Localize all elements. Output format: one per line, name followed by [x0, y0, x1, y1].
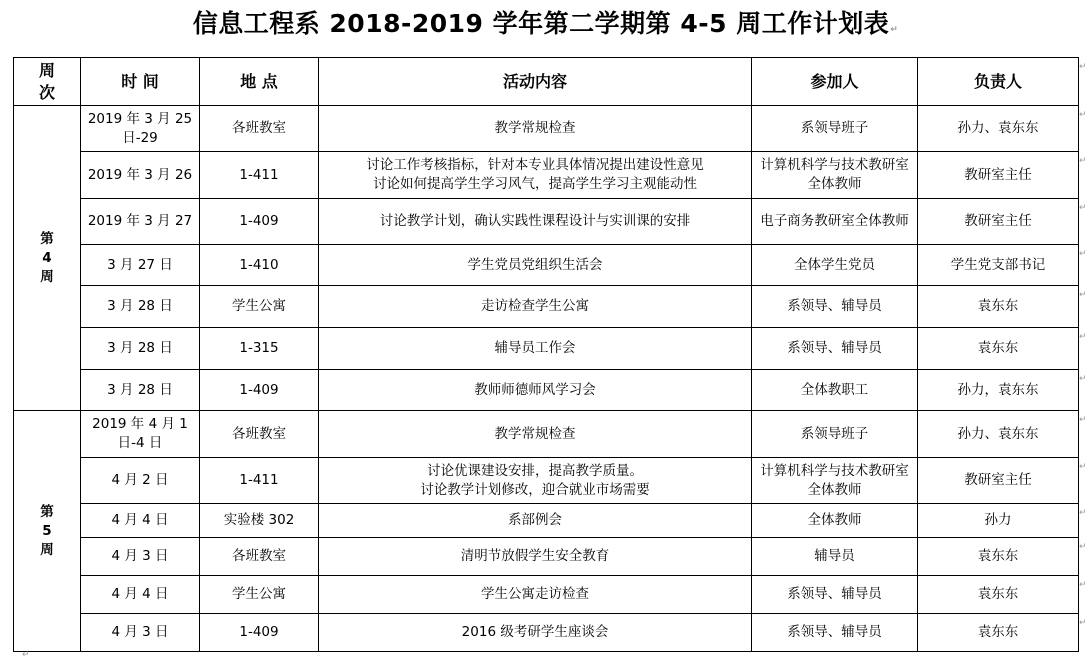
responsible-cell-text: 学生党支部书记 — [950, 256, 1046, 273]
participants-cell — [752, 152, 918, 199]
activity-line: 讨论优课建设安排，提高教学质量。 — [427, 462, 643, 479]
location-cell-text: 1-411 — [239, 166, 279, 183]
table-row — [14, 152, 1079, 199]
table-row — [14, 458, 1079, 504]
week-label-cell — [14, 106, 81, 411]
activity-cell — [319, 504, 752, 538]
table-row — [14, 286, 1079, 328]
participants-cell — [752, 614, 918, 652]
responsible-cell-text: 孙力、袁东东 — [957, 120, 1039, 136]
location-cell-text: 各班教室 — [232, 120, 286, 136]
responsible-cell-text: 孙力 — [984, 512, 1012, 528]
activity-line: 讨论教学计划修改，迎合就业市场需要 — [420, 481, 650, 498]
location-cell-text: 1-409 — [239, 381, 279, 398]
participants-cell-text: 全体学生党员 — [794, 256, 875, 273]
activity-cell — [319, 286, 752, 328]
title-text: 信息工程系 2018-2019 学年第二学期第 4-5 周工作计划表 — [192, 9, 890, 38]
location-cell — [200, 370, 319, 411]
time-cell — [81, 199, 200, 245]
week-label-char: 周 — [40, 541, 54, 558]
activity-line: 讨论教学计划，确认实践性课程设计与实训课的安排 — [379, 213, 691, 229]
activity-cell — [319, 458, 752, 504]
location-cell — [200, 152, 319, 199]
location-cell — [200, 106, 319, 152]
time-cell-text: 2019 年 3 月 27 — [87, 213, 193, 229]
participants-cell-text: 系领导班子 — [800, 120, 869, 136]
responsible-cell-text: 孙力、袁东东 — [957, 425, 1039, 442]
table-row — [14, 614, 1079, 652]
activity-cell — [319, 370, 752, 411]
participants-cell-text: 系领导、辅导员 — [787, 586, 882, 602]
paragraph-mark-icon: ↵ — [890, 25, 899, 35]
activity-line: 讨论如何提高学生学习风气，提高学生学习主观能动性 — [373, 176, 697, 192]
week-label-char: 周 — [40, 268, 54, 285]
activity-line: 教学常规检查 — [494, 120, 576, 136]
responsible-cell — [918, 328, 1079, 370]
responsible-cell — [918, 614, 1079, 652]
time-cell-text: 2019 年 4 月 1 日-4 日 — [92, 416, 188, 451]
location-cell — [200, 458, 319, 504]
activity-line: 系部例会 — [508, 512, 562, 528]
paragraph-mark-icon: ↵ — [1079, 289, 1087, 300]
header-participants: 参加人 — [752, 58, 918, 106]
paragraph-mark-icon: ↵ — [22, 650, 30, 660]
time-cell-text: 3 月 27 日 — [107, 256, 173, 273]
time-cell — [81, 106, 200, 152]
table-row — [14, 245, 1079, 286]
participants-cell-text: 系领导、辅导员 — [787, 298, 882, 314]
time-cell-text: 3 月 28 日 — [107, 340, 173, 356]
responsible-cell-text: 袁东东 — [977, 624, 1019, 640]
week-label-cell — [14, 411, 81, 652]
time-cell — [81, 286, 200, 328]
work-plan-table — [13, 57, 1079, 652]
participants-cell — [752, 328, 918, 370]
location-cell — [200, 504, 319, 538]
participants-cell — [752, 504, 918, 538]
responsible-cell — [918, 199, 1079, 245]
header-time: 时 间 — [81, 58, 200, 106]
time-cell — [81, 538, 200, 576]
table-row — [14, 411, 1079, 458]
paragraph-mark-icon: ↵ — [1079, 507, 1087, 518]
table-row — [14, 199, 1079, 245]
time-cell-text: 4 月 3 日 — [111, 624, 169, 640]
activity-cell — [319, 199, 752, 245]
time-cell — [81, 245, 200, 286]
activity-line: 辅导员工作会 — [494, 340, 576, 356]
week-label-char: 第 — [40, 503, 54, 520]
participants-cell-text: 全体教职工 — [800, 381, 869, 398]
responsible-cell — [918, 152, 1079, 199]
time-cell — [81, 614, 200, 652]
activity-cell — [319, 538, 752, 576]
participants-cell-text: 全体教师 — [807, 512, 862, 528]
location-cell — [200, 286, 319, 328]
time-cell-text: 4 月 4 日 — [111, 512, 169, 528]
paragraph-mark-icon: ↵ — [1079, 155, 1087, 166]
location-cell — [200, 614, 319, 652]
responsible-cell — [918, 106, 1079, 152]
paragraph-mark-icon: ↵ — [1079, 541, 1087, 552]
table-header-row — [14, 58, 1079, 106]
participants-cell — [752, 286, 918, 328]
activity-cell — [319, 576, 752, 614]
table-body — [14, 106, 1079, 652]
responsible-cell — [918, 458, 1079, 504]
paragraph-mark-icon: ↵ — [1079, 373, 1087, 384]
participants-cell — [752, 411, 918, 458]
location-cell — [200, 411, 319, 458]
location-cell — [200, 199, 319, 245]
activity-line: 教师师德师风学习会 — [474, 381, 596, 398]
activity-line: 学生公寓走访检查 — [481, 586, 589, 602]
time-cell — [81, 411, 200, 458]
activity-line: 2016 级考研学生座谈会 — [461, 624, 609, 640]
time-cell-text: 2019 年 3 月 26 — [87, 166, 193, 183]
participants-cell — [752, 538, 918, 576]
time-cell-text: 3 月 28 日 — [107, 381, 173, 398]
page-title — [0, 6, 1091, 48]
location-cell-text: 学生公寓 — [232, 298, 286, 314]
location-cell — [200, 538, 319, 576]
responsible-cell-text: 袁东东 — [977, 298, 1019, 314]
time-cell — [81, 576, 200, 614]
participants-cell-text: 计算机科学与技术教研室全体教师 — [760, 462, 909, 498]
time-cell-text: 4 月 4 日 — [111, 586, 169, 602]
participants-cell-text: 系领导班子 — [800, 425, 869, 442]
responsible-cell — [918, 538, 1079, 576]
header-location: 地 点 — [200, 58, 319, 106]
activity-cell — [319, 614, 752, 652]
paragraph-mark-icon: ↵ — [1079, 461, 1087, 472]
responsible-cell — [918, 245, 1079, 286]
participants-cell — [752, 458, 918, 504]
paragraph-mark-icon: ↵ — [1079, 617, 1087, 628]
location-cell — [200, 245, 319, 286]
participants-cell-text: 电子商务教研室全体教师 — [760, 213, 909, 229]
location-cell-text: 实验楼 302 — [223, 512, 295, 528]
responsible-cell-text: 袁东东 — [977, 548, 1019, 564]
time-cell-text: 4 月 2 日 — [111, 472, 169, 488]
activity-cell — [319, 106, 752, 152]
participants-cell — [752, 576, 918, 614]
time-cell — [81, 504, 200, 538]
location-cell-text: 1-411 — [239, 472, 279, 488]
activity-cell — [319, 411, 752, 458]
location-cell-text: 1-315 — [239, 340, 279, 356]
paragraph-mark-icon: ↵ — [1079, 109, 1087, 120]
activity-cell — [319, 245, 752, 286]
participants-cell — [752, 245, 918, 286]
time-cell — [81, 152, 200, 199]
location-cell-text: 学生公寓 — [232, 586, 286, 602]
participants-cell — [752, 370, 918, 411]
activity-line: 走访检查学生公寓 — [481, 298, 589, 314]
week-label-char: 5 — [42, 522, 52, 539]
responsible-cell — [918, 504, 1079, 538]
responsible-cell-text: 袁东东 — [977, 586, 1019, 602]
location-cell-text: 1-410 — [239, 256, 279, 273]
location-cell — [200, 576, 319, 614]
paragraph-mark-icon: ↵ — [1079, 331, 1087, 342]
activity-line: 学生党员党组织生活会 — [467, 256, 603, 273]
paragraph-mark-icon: ↵ — [1079, 202, 1087, 213]
responsible-cell — [918, 370, 1079, 411]
responsible-cell-text: 教研室主任 — [964, 213, 1032, 229]
table-row — [14, 328, 1079, 370]
responsible-cell-text: 袁东东 — [977, 340, 1019, 356]
table-row — [14, 370, 1079, 411]
paragraph-mark-icon: ↵ — [1079, 248, 1087, 259]
time-cell — [81, 458, 200, 504]
participants-cell — [752, 106, 918, 152]
location-cell — [200, 328, 319, 370]
activity-line: 讨论工作考核指标，针对本专业具体情况提出建设性意见 — [366, 157, 704, 173]
time-cell-text: 2019 年 3 月 25 日-29 — [87, 110, 193, 146]
responsible-cell-text: 孙力，袁东东 — [957, 381, 1039, 398]
time-cell-text: 3 月 28 日 — [107, 298, 173, 314]
paragraph-mark-icon: ↵ — [1079, 414, 1087, 425]
table-row — [14, 538, 1079, 576]
time-cell — [81, 370, 200, 411]
time-cell-text: 4 月 3 日 — [111, 548, 169, 564]
location-cell-text: 1-409 — [239, 624, 279, 640]
week-label-char: 4 — [42, 249, 52, 266]
location-cell-text: 各班教室 — [232, 425, 286, 442]
activity-line: 清明节放假学生安全教育 — [460, 548, 610, 564]
location-cell-text: 各班教室 — [232, 548, 286, 564]
participants-cell-text: 辅导员 — [814, 548, 855, 564]
participants-cell — [752, 199, 918, 245]
header-activity: 活动内容 — [319, 58, 752, 106]
paragraph-mark-icon: ↵ — [1079, 579, 1087, 590]
responsible-cell-text: 教研室主任 — [964, 166, 1032, 183]
participants-cell-text: 计算机科学与技术教研室全体教师 — [760, 157, 909, 192]
table-row — [14, 576, 1079, 614]
activity-cell — [319, 152, 752, 199]
time-cell — [81, 328, 200, 370]
responsible-cell-text: 教研室主任 — [964, 472, 1032, 488]
location-cell-text: 1-409 — [239, 213, 279, 229]
header-responsible: 负责人 — [918, 58, 1079, 106]
week-label-char: 第 — [40, 230, 54, 247]
table-row — [14, 106, 1079, 152]
participants-cell-text: 系领导、辅导员 — [787, 624, 882, 640]
table-row — [14, 504, 1079, 538]
paragraph-mark-icon: ↵ — [1079, 61, 1087, 72]
responsible-cell — [918, 286, 1079, 328]
activity-line: 教学常规检查 — [494, 425, 576, 442]
responsible-cell — [918, 576, 1079, 614]
header-week: 周 次 — [14, 58, 81, 106]
participants-cell-text: 系领导、辅导员 — [787, 340, 882, 356]
activity-cell — [319, 328, 752, 370]
responsible-cell — [918, 411, 1079, 458]
